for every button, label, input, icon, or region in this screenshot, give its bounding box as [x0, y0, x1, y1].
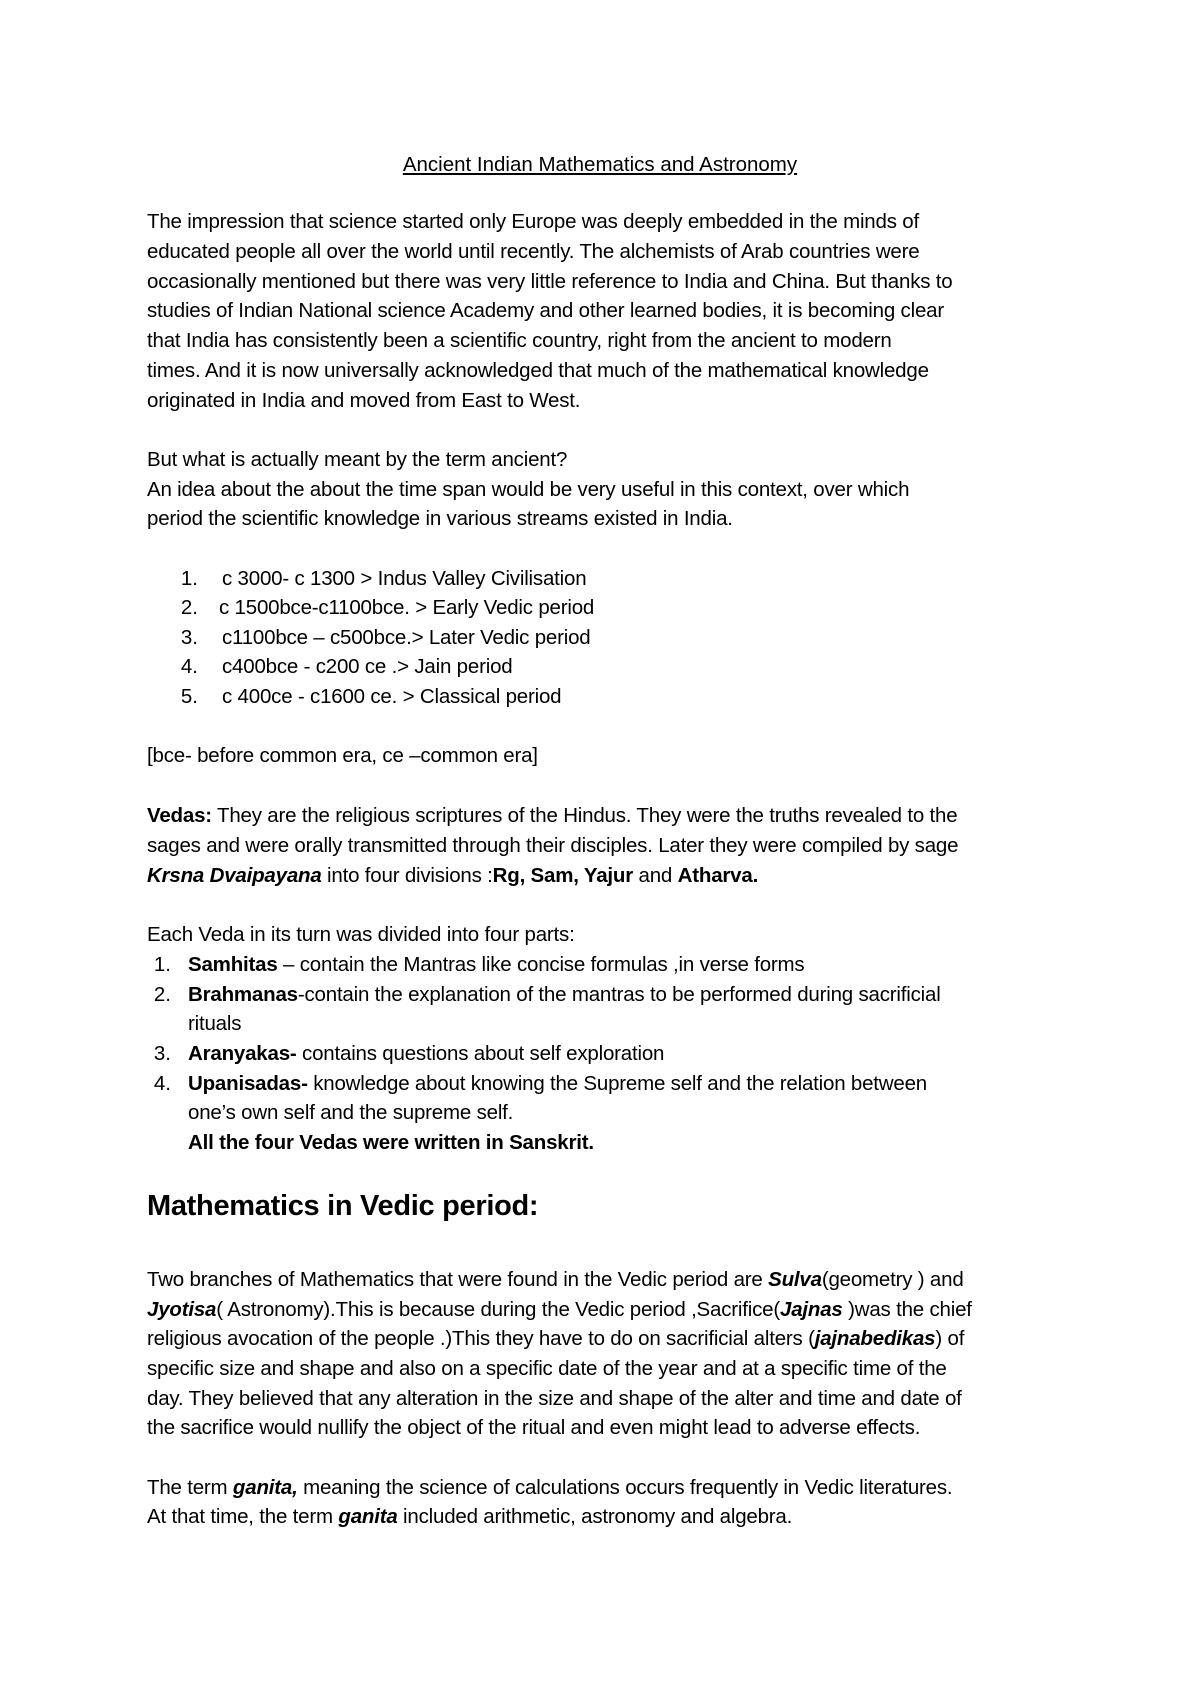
part-number: 3. — [153, 1042, 171, 1065]
part-name: Upanisadas- — [188, 1072, 308, 1095]
branches-line — [147, 1265, 964, 1295]
period-item: c1100bce – c500bce.> Later Vedic period — [222, 626, 591, 649]
veda-divisions: Rg, Sam, Yajur — [492, 864, 634, 887]
sage-name: Krsna Dvaipayana — [147, 864, 322, 887]
ganita-text: meaning the science of calculations occurs frequently in Vedic literatures. — [297, 1476, 953, 1499]
era-note: [bce- before common era, ce –common era] — [147, 744, 538, 767]
part-desc: contains questions about self exploration — [296, 1042, 665, 1065]
branches-line — [147, 1324, 964, 1354]
term-ganita: ganita, — [232, 1476, 298, 1499]
term-sulva: Sulva — [768, 1268, 822, 1291]
vedas-label: Vedas: — [147, 804, 212, 827]
branches-text: )was the chief — [842, 1298, 972, 1321]
period-item: c 3000- c 1300 > Indus Valley Civilisation — [222, 567, 587, 590]
part-number: 2. — [153, 983, 171, 1006]
intro-line: occasionally mentioned but there was very little reference to India and China. But thanks to — [147, 270, 953, 293]
parts-intro: Each Veda in its turn was divided into four parts: — [147, 923, 575, 946]
period-number: 3. — [180, 626, 198, 649]
period-number: 1. — [180, 567, 198, 590]
document-title: Ancient Indian Mathematics and Astronomy — [402, 153, 798, 176]
intro-line: times. And it is now universally acknowledged that much of the mathematical knowledge — [147, 359, 929, 382]
period-number: 2. — [180, 596, 198, 619]
part-item — [188, 1069, 927, 1099]
vedas-text: and — [633, 864, 678, 887]
intro-line: originated in India and moved from East to West. — [147, 389, 581, 412]
ganita-line — [147, 1502, 792, 1532]
branches-line: specific size and shape and also on a specific date of the year and at a specific time of the — [147, 1357, 947, 1380]
context-line: period the scientific knowledge in various streams existed in India. — [147, 507, 733, 530]
section-heading: Mathematics in Vedic period: — [147, 1190, 539, 1222]
branches-text: Two branches of Mathematics that were found in the Vedic period are — [147, 1268, 769, 1291]
term-jajnas: Jajnas — [780, 1298, 843, 1321]
part-number: 1. — [153, 953, 171, 976]
ganita-text: The term — [147, 1476, 233, 1499]
part-item — [188, 1039, 664, 1069]
part-continuation: rituals — [188, 1012, 242, 1035]
branches-line: the sacrifice would nullify the object of the ritual and even might lead to adverse effects. — [147, 1416, 921, 1439]
term-jajnabedikas: jajnabedikas — [814, 1327, 936, 1350]
part-desc: -contain the explanation of the mantras to be performed during sacrificial — [297, 983, 941, 1006]
vedas-text: They are the religious scriptures of the Hindus. They were the truths revealed to the — [211, 804, 958, 827]
part-name: Samhitas — [188, 953, 278, 976]
intro-line: The impression that science started only Europe was deeply embedded in the minds of — [147, 210, 919, 233]
vedas-text: into four divisions : — [321, 864, 493, 887]
period-number: 5. — [180, 685, 198, 708]
part-number: 4. — [153, 1072, 171, 1095]
question-line: But what is actually meant by the term ancient? — [147, 448, 568, 471]
intro-line: educated people all over the world until recently. The alchemists of Arab countries were — [147, 240, 920, 263]
branches-line — [147, 1295, 972, 1325]
period-item: c 1500bce-c1100bce. > Early Vedic period — [219, 596, 595, 619]
context-line: An idea about the about the time span would be very useful in this context, over which — [147, 478, 910, 501]
part-item — [188, 980, 941, 1010]
vedas-line: sages and were orally transmitted through their disciples. Later they were compiled by sage — [147, 834, 959, 857]
part-continuation: one’s own self and the supreme self. — [188, 1101, 514, 1124]
branches-text: ) of — [935, 1327, 965, 1350]
ganita-text: included arithmetic, astronomy and algebra. — [397, 1505, 793, 1528]
part-name: Brahmanas — [188, 983, 298, 1006]
period-item: c400bce - c200 ce .> Jain period — [222, 655, 513, 678]
part-desc: knowledge about knowing the Supreme self and the relation between — [307, 1072, 928, 1095]
period-item: c 400ce - c1600 ce. > Classical period — [222, 685, 562, 708]
intro-line: that India has consistently been a scientific country, right from the ancient to modern — [147, 329, 892, 352]
part-name: Aranyakas- — [188, 1042, 297, 1065]
part-desc: – contain the Mantras like concise formulas ,in verse forms — [277, 953, 805, 976]
period-number: 4. — [180, 655, 198, 678]
ganita-text: At that time, the term — [147, 1505, 339, 1528]
ganita-line — [147, 1473, 952, 1503]
branches-text: (geometry ) and — [821, 1268, 964, 1291]
branches-line: day. They believed that any alteration in the size and shape of the alter and time and date of — [147, 1387, 962, 1410]
vedas-line — [147, 861, 758, 891]
branches-text: religious avocation of the people .)This they have to do on sacrificial alters ( — [147, 1327, 815, 1350]
term-jyotisa: Jyotisa — [147, 1298, 217, 1321]
vedas-line — [147, 801, 957, 831]
term-ganita: ganita — [338, 1505, 398, 1528]
sanskrit-note: All the four Vedas were written in Sanskrit. — [188, 1131, 594, 1154]
veda-last: Atharva. — [677, 864, 759, 887]
intro-line: studies of Indian National science Academy and other learned bodies, it is becoming clear — [147, 299, 944, 322]
branches-text: ( Astronomy).This is because during the Vedic period ,Sacrifice( — [216, 1298, 780, 1321]
part-item — [188, 950, 804, 980]
